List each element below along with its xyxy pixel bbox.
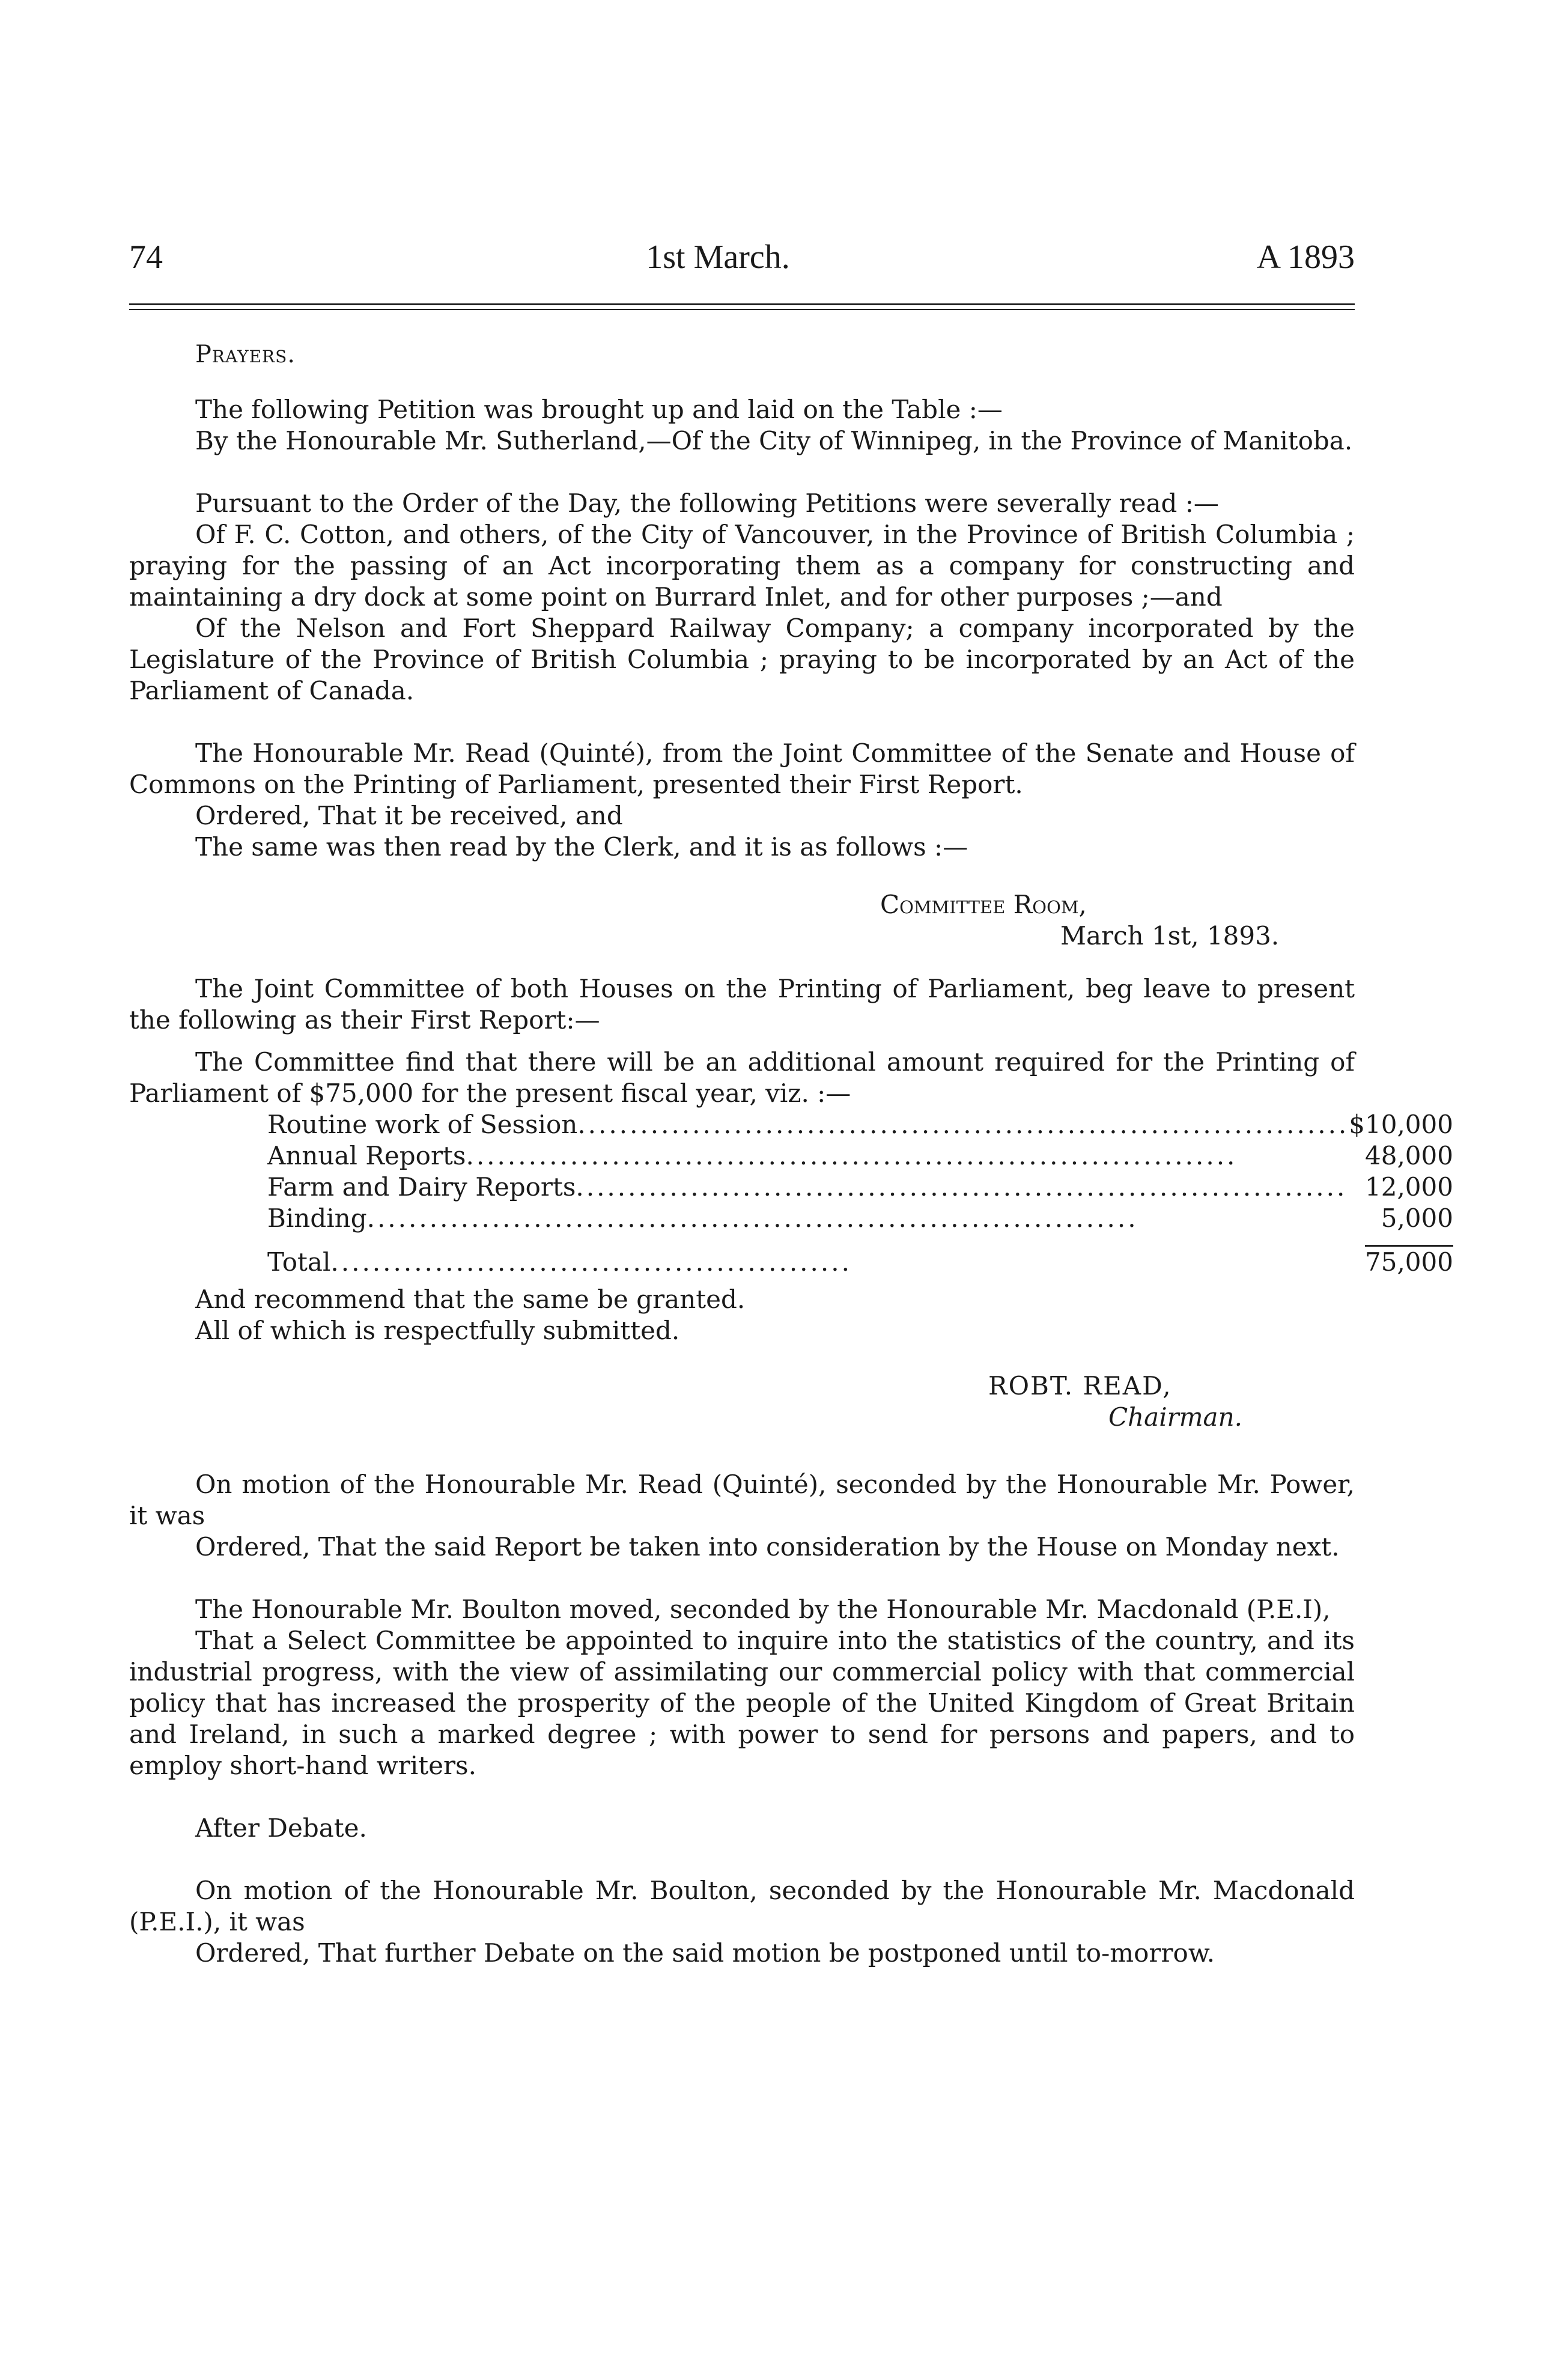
section-heading-prayers: Prayers. <box>195 341 296 368</box>
paragraph: On motion of the Honourable Mr. Read (Quinté), seconded by the Honourable Mr. Power, it was <box>129 1470 1355 1530</box>
paragraph: And recommend that the same be granted. <box>195 1285 746 1314</box>
paragraph: That a Select Committee be appointed to inquire into the statistics of the country, and its industrial progress, with the view of assimilating our commercial policy with that commercial policy that has increased the prosperity of the people of the United Kingdom of Great Britain and Ireland, in such a marked degree ; with power to send for persons and papers, and to employ short-hand writers. <box>129 1626 1355 1780</box>
paragraph: On motion of the Honourable Mr. Boulton, seconded by the Honourable Mr. Macdonald (P.E.I.), it was <box>129 1876 1355 1936</box>
after-debate-section <box>129 1813 1355 1844</box>
paragraph: The Honourable Mr. Read (Quinté), from the Joint Committee of the Senate and House of Commons on the Printing of Parliament, presented their First Report. <box>129 738 1355 799</box>
report-row-item: Binding.......................................................................... <box>267 1203 1138 1233</box>
paragraph: The same was then read by the Clerk, and it is as follows :— <box>195 832 968 862</box>
header-rule <box>129 303 1355 310</box>
page-date: 1st March. <box>646 239 790 276</box>
petitions-read-section <box>129 488 1355 707</box>
paragraph: By the Honourable Mr. Sutherland,—Of the City of Winnipeg, in the Province of Manitoba. <box>195 426 1353 455</box>
report-row-currency <box>1349 1172 1365 1203</box>
report-row-amount: 5,000 <box>1381 1203 1453 1233</box>
committee-room-heading <box>880 889 1355 952</box>
paragraph: Of the Nelson and Fort Sheppard Railway Company; a company incorporated by the Legislature of the Province of British Columbia ; praying to be incorporated by an Act of the Parliament of Canada. <box>129 613 1355 705</box>
paragraph: All of which is respectfully submitted. <box>195 1316 680 1345</box>
report-row-item: Routine work of Session.......................................................................... <box>267 1110 1349 1139</box>
postponement-section <box>129 1875 1355 1969</box>
signature-name: ROBT. READ, <box>988 1371 1172 1400</box>
paragraph: The following Petition was brought up and laid on the Table :— <box>195 395 1003 424</box>
report-row-currency: $ <box>1349 1110 1366 1139</box>
report-row <box>267 1140 1453 1172</box>
report-presentation-section <box>129 738 1355 863</box>
report-table <box>267 1109 1453 1278</box>
report-row <box>267 1203 1453 1234</box>
report-row-amount: 12,000 <box>1365 1172 1453 1202</box>
report-row-currency <box>1349 1203 1365 1234</box>
paragraph: Ordered, That the said Report be taken into consideration by the House on Monday next. <box>195 1532 1340 1562</box>
paragraph: Pursuant to the Order of the Day, the following Petitions were severally read :— <box>195 488 1219 518</box>
report-row-amount: 10,000 <box>1365 1110 1453 1139</box>
paragraph: After Debate. <box>195 1813 367 1843</box>
report-row <box>267 1172 1453 1203</box>
report-row-item: Farm and Dairy Reports.......................................................................... <box>267 1172 1348 1202</box>
boulton-motion-section <box>129 1594 1355 1781</box>
report-total-label: Total.................................................. <box>267 1247 852 1277</box>
report-row-amount: 48,000 <box>1365 1141 1453 1170</box>
page-number: 74 <box>129 239 163 276</box>
signature-block <box>988 1370 1355 1433</box>
paragraph: The Joint Committee of both Houses on the Printing of Parliament, beg leave to present the following as their First Report:— <box>129 974 1355 1035</box>
report-body <box>129 973 1355 1109</box>
motion-read-section <box>129 1469 1355 1563</box>
report-row-currency <box>1349 1140 1365 1172</box>
petition-section <box>129 394 1355 457</box>
page-year: A 1893 <box>1256 239 1355 276</box>
committee-room-date: March 1st, 1893. <box>1060 921 1280 950</box>
report-total-row <box>267 1234 1453 1278</box>
report-row-item: Annual Reports.......................................................................... <box>267 1141 1238 1170</box>
signature-title: Chairman. <box>1108 1402 1243 1432</box>
report-row <box>267 1109 1453 1140</box>
paragraph: Of F. C. Cotton, and others, of the City of Vancouver, in the Province of British Columbia ; praying for the passing of an Act incorporating them as a company for constructing and maintaining a dry dock at some point on Burrard Inlet, and for other purposes ;—and <box>129 520 1355 612</box>
report-closing <box>129 1284 1355 1346</box>
paragraph: The Honourable Mr. Boulton moved, seconded by the Honourable Mr. Macdonald (P.E.I), <box>195 1595 1331 1624</box>
document-page <box>129 237 1453 1969</box>
paragraph: The Committee find that there will be an additional amount required for the Printing of Parliament of $75,000 for the present fiscal year, viz. :— <box>129 1047 1355 1108</box>
paragraph: Ordered, That it be received, and <box>195 801 623 830</box>
paragraph: Ordered, That further Debate on the said motion be postponed until to-morrow. <box>195 1938 1215 1968</box>
page-header <box>129 237 1355 277</box>
committee-room-label: Committee Room, <box>880 890 1087 919</box>
report-total-amount: 75,000 <box>1365 1234 1453 1278</box>
